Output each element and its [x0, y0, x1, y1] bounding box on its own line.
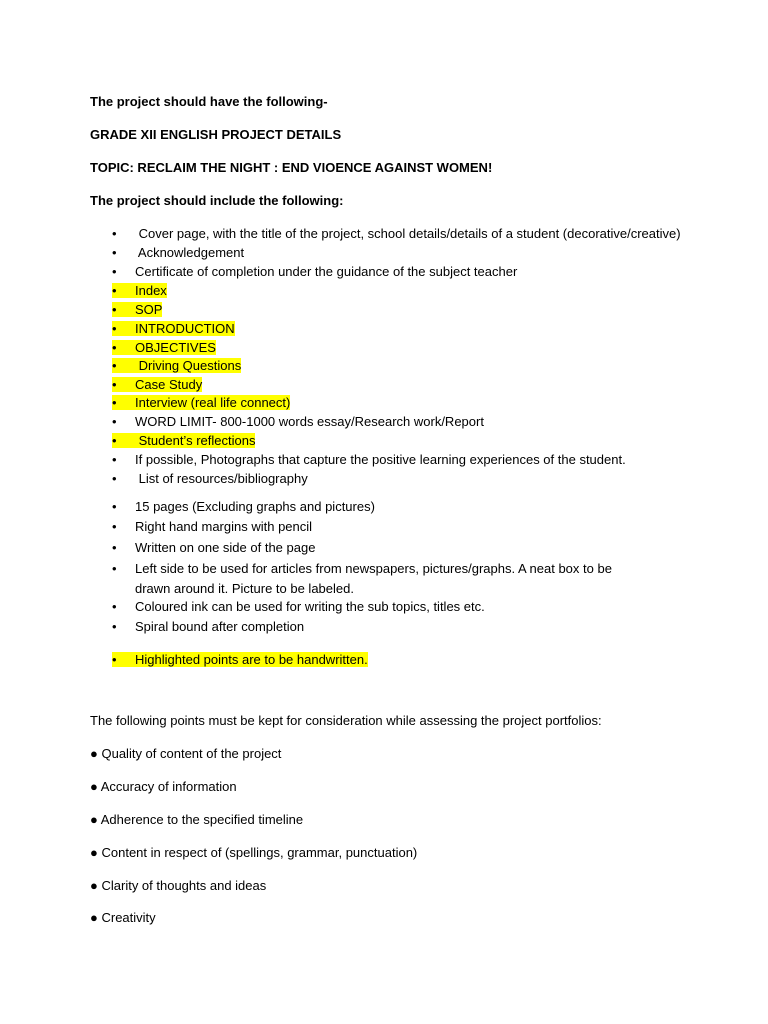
bullet: •: [112, 619, 117, 634]
assessment-point: [90, 746, 281, 761]
bullet: •: [112, 302, 117, 317]
list-item: [112, 282, 167, 299]
list-item-text: Highlighted points are to be handwritten.: [135, 652, 368, 667]
list-item-text: If possible, Photographs that capture the positive learning experiences of the student.: [135, 452, 626, 467]
list-item: [112, 376, 202, 393]
list-item: [112, 498, 375, 515]
bullet: •: [112, 499, 117, 514]
list-item: [112, 432, 255, 449]
bullet: •: [112, 471, 117, 486]
list-item: [112, 301, 162, 318]
bullet: ●: [90, 845, 98, 860]
list-item-text: Acknowledgement: [135, 245, 245, 260]
bullet: •: [112, 540, 117, 555]
heading-project-requirements: The project should have the following-: [90, 94, 328, 109]
bullet: •: [112, 226, 117, 241]
list-item-text: Cover page, with the title of the project, school details/details of a student (decorative/creative): [135, 226, 681, 241]
include-heading: The project should include the following:: [90, 193, 344, 208]
list-item: [112, 451, 626, 468]
list-item-text: INTRODUCTION: [135, 321, 235, 336]
bullet: •: [112, 433, 117, 448]
bullet: •: [112, 245, 117, 260]
bullet: •: [112, 377, 117, 392]
assessment-point: [90, 845, 417, 860]
bullet: •: [112, 358, 117, 373]
assessment-point-text: Clarity of thoughts and ideas: [101, 878, 267, 893]
list-item: [112, 618, 304, 635]
assessment-intro: The following points must be kept for consideration while assessing the project portfolios:: [90, 713, 602, 728]
list-item-text: Written on one side of the page: [135, 540, 316, 555]
list-item-text: Case Study: [135, 377, 203, 392]
list-item-text: Driving Questions: [135, 358, 242, 373]
bullet: ●: [90, 746, 98, 761]
list-item-text: List of resources/bibliography: [135, 471, 308, 486]
bullet: •: [112, 599, 117, 614]
assessment-point: [90, 779, 237, 794]
bullet: •: [112, 414, 117, 429]
assessment-point-text: Adherence to the specified timeline: [100, 812, 304, 827]
list-item-text: Certificate of completion under the guidance of the subject teacher: [135, 264, 518, 279]
bullet: •: [112, 283, 117, 298]
bullet: •: [112, 340, 117, 355]
assessment-point: [90, 878, 266, 893]
bullet: •: [112, 519, 117, 534]
topic-line: TOPIC: RECLAIM THE NIGHT : END VIOENCE AGAINST WOMEN!: [90, 160, 493, 175]
list-item: [112, 263, 517, 280]
list-item: [112, 357, 241, 374]
list-item: [112, 413, 484, 430]
list-item-text: Student’s reflections: [135, 433, 256, 448]
list-item-text: Coloured ink can be used for writing the sub topics, titles etc.: [135, 599, 485, 614]
bullet: •: [112, 321, 117, 336]
list-item: [112, 244, 244, 261]
list-item-text: Spiral bound after completion: [135, 619, 305, 634]
assessment-point-text: Accuracy of information: [100, 779, 237, 794]
list-item: [112, 559, 652, 599]
assessment-point: [90, 812, 303, 827]
assessment-point-text: Content in respect of (spellings, grammar, punctuation): [101, 845, 418, 860]
bullet: ●: [90, 812, 98, 827]
bullet: •: [112, 264, 117, 279]
list-item-text: Right hand margins with pencil: [135, 519, 313, 534]
heading-project-details: GRADE XII ENGLISH PROJECT DETAILS: [90, 127, 342, 142]
list-item-text: Interview (real life connect): [135, 395, 291, 410]
bullet: ●: [90, 878, 98, 893]
list-item-text: Left side to be used for articles from newspapers, pictures/graphs. A neat box to be drawn around it. Picture to be labeled.: [135, 561, 612, 596]
bullet: •: [112, 561, 117, 576]
assessment-point: [90, 910, 156, 925]
list-item-text: Index: [135, 283, 167, 298]
list-item-highlighted-note: [112, 651, 368, 668]
list-item: [112, 518, 312, 535]
bullet: ●: [90, 910, 98, 925]
list-item: [112, 470, 308, 487]
assessment-point-text: Creativity: [101, 910, 156, 925]
bullet: •: [112, 452, 117, 467]
list-item: [112, 225, 681, 242]
bullet: •: [112, 395, 117, 410]
list-item-text: WORD LIMIT- 800-1000 words essay/Research work/Report: [135, 414, 484, 429]
assessment-point-text: Quality of content of the project: [101, 746, 282, 761]
list-item: [112, 320, 235, 337]
list-item: [112, 539, 315, 556]
bullet: ●: [90, 779, 98, 794]
bullet: •: [112, 652, 117, 667]
list-item: [112, 339, 216, 356]
list-item-text: OBJECTIVES: [135, 340, 216, 355]
list-item: [112, 598, 485, 615]
list-item-text: 15 pages (Excluding graphs and pictures): [135, 499, 375, 514]
list-item: [112, 394, 290, 411]
list-item-text: SOP: [135, 302, 163, 317]
